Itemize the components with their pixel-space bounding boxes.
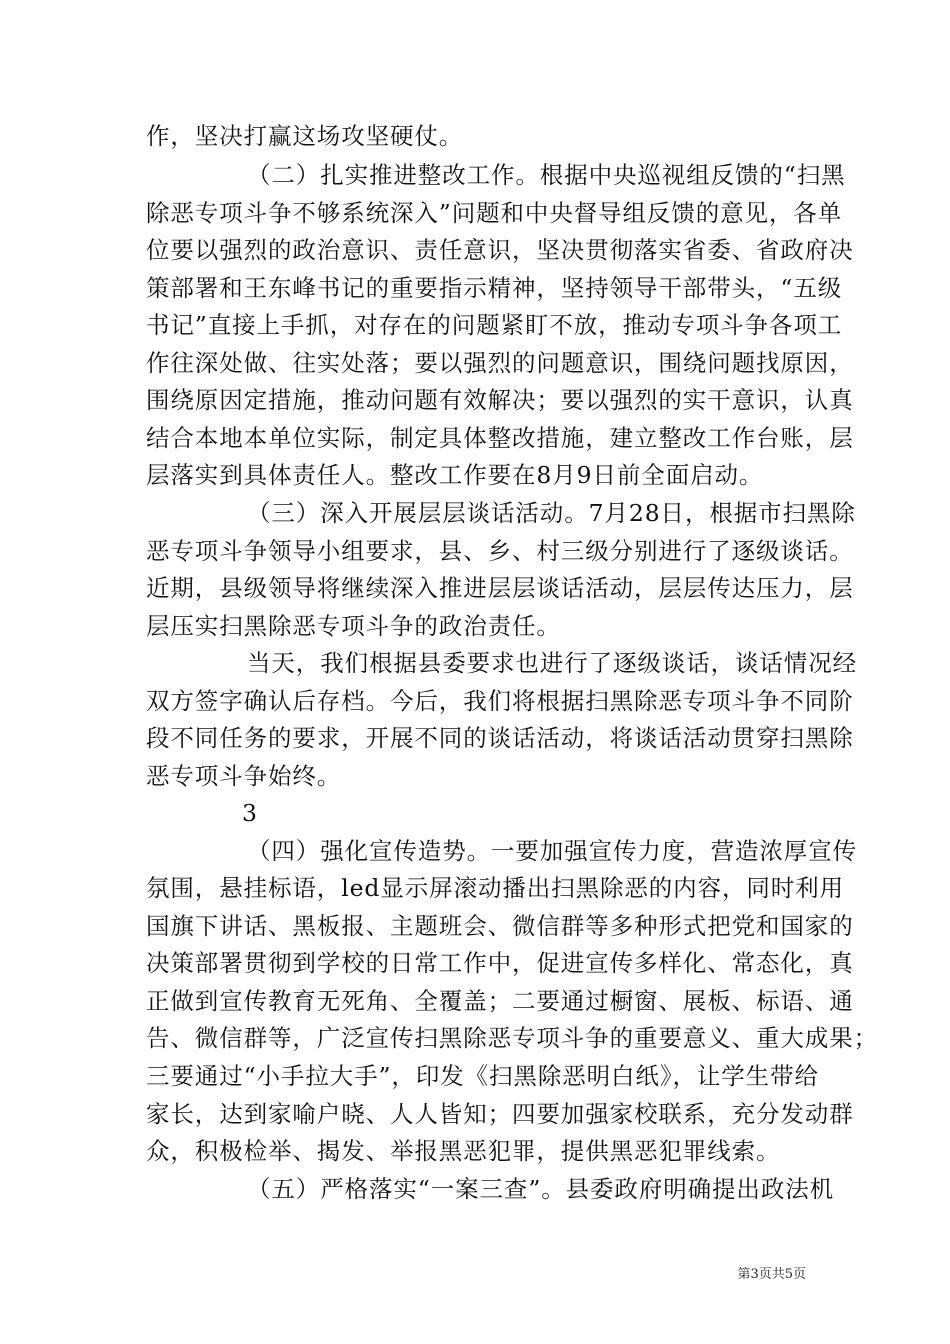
text-line: 作往深处做、往实处落；要以强烈的问题意识，围绕问题找原因， xyxy=(146,349,854,377)
text-line: 国旗下讲话、黑板报、主题班会、微信群等多种形式把党和国家的 xyxy=(146,912,854,940)
text-line: 结合本地本单位实际，制定具体整改措施，建立整改工作台账，层 xyxy=(146,424,854,452)
paragraph-heading-4: （四）强化宣传造势。一要加强宣传力度，营造浓厚宣传 xyxy=(247,837,857,865)
paragraph-heading-2: （二）扎实推进整改工作。根据中央巡视组反馈的“扫黑 xyxy=(247,161,846,189)
text-line: 作，坚决打赢这场攻坚硬仗。 xyxy=(146,122,464,150)
text-line: 决策部署贯彻到学校的日常工作中，促进宣传多样化、常态化，真 xyxy=(146,949,854,977)
paragraph-heading-5: （五）严格落实“一案三查”。县委政府明确提出政法机 xyxy=(247,1175,835,1203)
text-line: 位要以强烈的政治意识、责任意识，坚决贯彻落实省委、省政府决 xyxy=(146,236,854,264)
text-line: 层压实扫黑除恶专项斗争的政治责任。 xyxy=(146,612,561,640)
text-line: 正做到宣传教育无死角、全覆盖；二要通过橱窗、展板、标语、通 xyxy=(146,987,854,1015)
text-line: 三要通过“小手拉大手”，印发《扫黑除恶明白纸》，让学生带给 xyxy=(146,1062,819,1090)
text-line: 层落实到具体责任人。整改工作要在8月9日前全面启动。 xyxy=(146,461,764,489)
text-line: 段不同任务的要求，开展不同的谈话活动，将谈话活动贯穿扫黑除 xyxy=(146,724,854,752)
text-line: 告、微信群等，广泛宣传扫黑除恶专项斗争的重要意义、重大成果； xyxy=(146,1024,878,1052)
paragraph-heading-3: （三）深入开展层层谈话活动。7月28日，根据市扫黑除 xyxy=(247,499,856,527)
page-footer: 第3页共5页 xyxy=(737,1267,806,1282)
text-line: 氛围，悬挂标语，led显示屏滚动播出扫黑除恶的内容，同时利用 xyxy=(146,874,844,902)
text-line: 众，积极检举、揭发、举报黑恶犯罪，提供黑恶犯罪线索。 xyxy=(146,1137,781,1165)
text-line: 除恶专项斗争不够系统深入”问题和中央督导组反馈的意见，各单 xyxy=(146,199,843,227)
text-line: 近期，县级领导将继续深入推进层层谈话活动，层层传达压力，层 xyxy=(146,574,854,602)
text-line: 家长，达到家喻户晓、人人皆知；四要加强家校联系，充分发动群 xyxy=(146,1100,854,1128)
text-line: 恶专项斗争领导小组要求，县、乡、村三级分别进行了逐级谈话。 xyxy=(146,537,854,565)
text-line: 恶专项斗争始终。 xyxy=(146,762,342,790)
text-line: 书记”直接上手抓，对存在的问题紧盯不放，推动专项斗争各项工 xyxy=(146,311,843,339)
text-line: 双方签字确认后存档。今后，我们将根据扫黑除恶专项斗争不同阶 xyxy=(146,687,854,715)
paragraph-start: 当天，我们根据县委要求也进行了逐级谈话，谈话情况经 xyxy=(247,649,857,677)
text-line: 策部署和王东峰书记的重要指示精神，坚持领导干部带头，“五级 xyxy=(146,274,843,302)
text-line: 围绕原因定措施，推动问题有效解决；要以强烈的实干意识，认真 xyxy=(146,386,854,414)
inline-page-number: 3 xyxy=(242,799,258,827)
